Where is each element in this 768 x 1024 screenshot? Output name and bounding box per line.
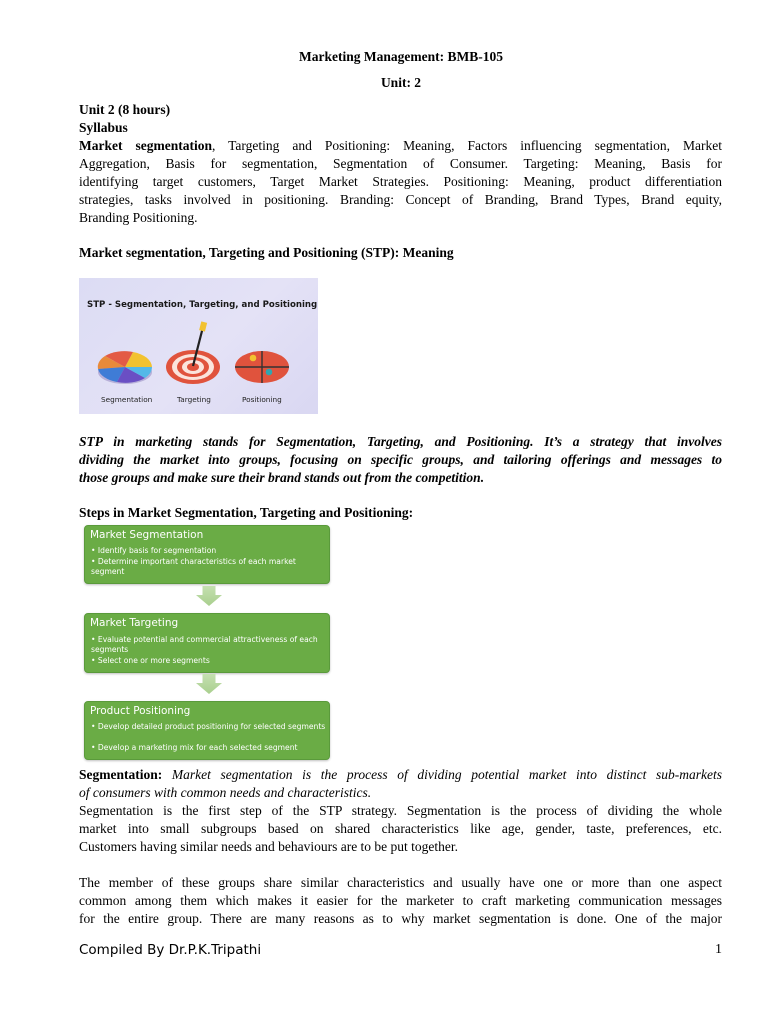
- syllabus-line-5: Branding Positioning.: [79, 210, 198, 225]
- para2-line-2: common among them which makes it easier for the marketer to craft marketing communication messages: [79, 893, 722, 908]
- stp-label-positioning: Positioning: [242, 395, 282, 404]
- stp-graphics: [79, 278, 318, 414]
- down-arrow-icon: [196, 674, 222, 694]
- positioning-icon: [235, 351, 289, 383]
- step-3-title: Product Positioning: [90, 705, 191, 717]
- para1-line-1: Segmentation is the first step of the STP strategy. Segmentation is the process of dividing the whole: [79, 803, 722, 818]
- segmentation-definition: [79, 766, 722, 802]
- step-2-bullet-2: • Select one or more segments: [91, 656, 210, 665]
- step-1-title: Market Segmentation: [90, 529, 204, 541]
- syllabus-line-1-text: , Targeting and Positioning: Meaning, Factors influencing segmentation, Market: [211, 138, 722, 153]
- step-3-bullet-1: • Develop detailed product positioning for selected segments: [91, 722, 326, 731]
- footer-author: Compiled By Dr.P.K.Tripathi: [79, 942, 262, 958]
- syllabus-paragraph: [79, 137, 722, 227]
- stp-definition-line-2: dividing the market into groups, focusing on specific groups, and tailoring offerings and messages to: [79, 452, 722, 467]
- para1-line-3: Customers having similar needs and behaviours are to be put together.: [79, 839, 459, 854]
- step-product-positioning: [84, 701, 330, 760]
- step-market-targeting: [84, 613, 330, 673]
- step-1-bullet-2: • Determine important characteristics of each market segment: [91, 557, 296, 576]
- stp-image-title: STP - Segmentation, Targeting, and Positioning: [87, 300, 318, 310]
- steps-heading: Steps in Market Segmentation, Targeting and Positioning:: [79, 505, 414, 520]
- syllabus-lead: Market segmentation: [79, 138, 212, 153]
- syllabus-line-4: strategies, tasks involved in positioning. Branding: Concept of Branding, Brand Types, Brand equity,: [79, 192, 722, 207]
- down-arrow-icon: [196, 586, 222, 606]
- segmentation-paragraph-2: [79, 874, 722, 928]
- segmentation-definition-text: Market segmentation is the process of dividing potential market into distinct sub-markets: [162, 767, 722, 782]
- step-2-bullet-1: • Evaluate potential and commercial attractiveness of each segments: [91, 635, 318, 654]
- step-1-bullet-1: • Identify basis for segmentation: [91, 546, 217, 555]
- stp-definition: [79, 433, 722, 487]
- pie-chart-icon: [98, 351, 152, 384]
- syllabus-line-1: [79, 137, 722, 155]
- page-number: 1: [715, 942, 722, 957]
- stp-definition-line-3: those groups and make sure their brand stands out from the competition.: [79, 470, 485, 485]
- steps-diagram: [84, 525, 330, 761]
- para1-line-2: market into small subgroups based on shared characteristics like age, gender, taste, preferences, etc.: [79, 821, 722, 836]
- stp-definition-line-1: STP in marketing stands for Segmentation, Targeting, and Positioning. It’s a strategy that involves: [79, 434, 722, 449]
- para2-line-3: for the entire group. There are many reasons as to why market segmentation is done. One of the major: [79, 911, 722, 926]
- syllabus-line-3: identifying target customers, Target Market Strategies. Positioning: Meaning, product differentiation: [79, 174, 722, 189]
- stp-label-targeting: Targeting: [177, 395, 211, 404]
- syllabus-heading: Syllabus: [79, 120, 128, 135]
- step-market-segmentation: [84, 525, 330, 584]
- step-3-bullet-2: • Develop a marketing mix for each selected segment: [91, 743, 298, 752]
- segmentation-label: Segmentation:: [79, 767, 163, 782]
- syllabus-line-2: Aggregation, Basis for segmentation, Segmentation of Consumer. Targeting: Meaning, Basis for: [79, 156, 722, 171]
- segmentation-definition-line-1: [79, 766, 722, 784]
- unit-hours: Unit 2 (8 hours): [79, 102, 171, 117]
- unit-title: Unit: 2: [380, 75, 422, 90]
- stp-illustration: [79, 278, 318, 414]
- para2-line-1: The member of these groups share similar characteristics and usually have one or more than one aspect: [79, 875, 722, 890]
- target-icon: [166, 321, 220, 384]
- stp-label-segmentation: Segmentation: [101, 395, 153, 404]
- segmentation-paragraph-1: [79, 802, 722, 856]
- step-2-title: Market Targeting: [90, 617, 179, 629]
- segmentation-definition-line-2: of consumers with common needs and characteristics.: [79, 785, 372, 800]
- stp-heading: Market segmentation, Targeting and Positioning (STP): Meaning: [79, 245, 454, 260]
- course-title: Marketing Management: BMB-105: [299, 49, 503, 64]
